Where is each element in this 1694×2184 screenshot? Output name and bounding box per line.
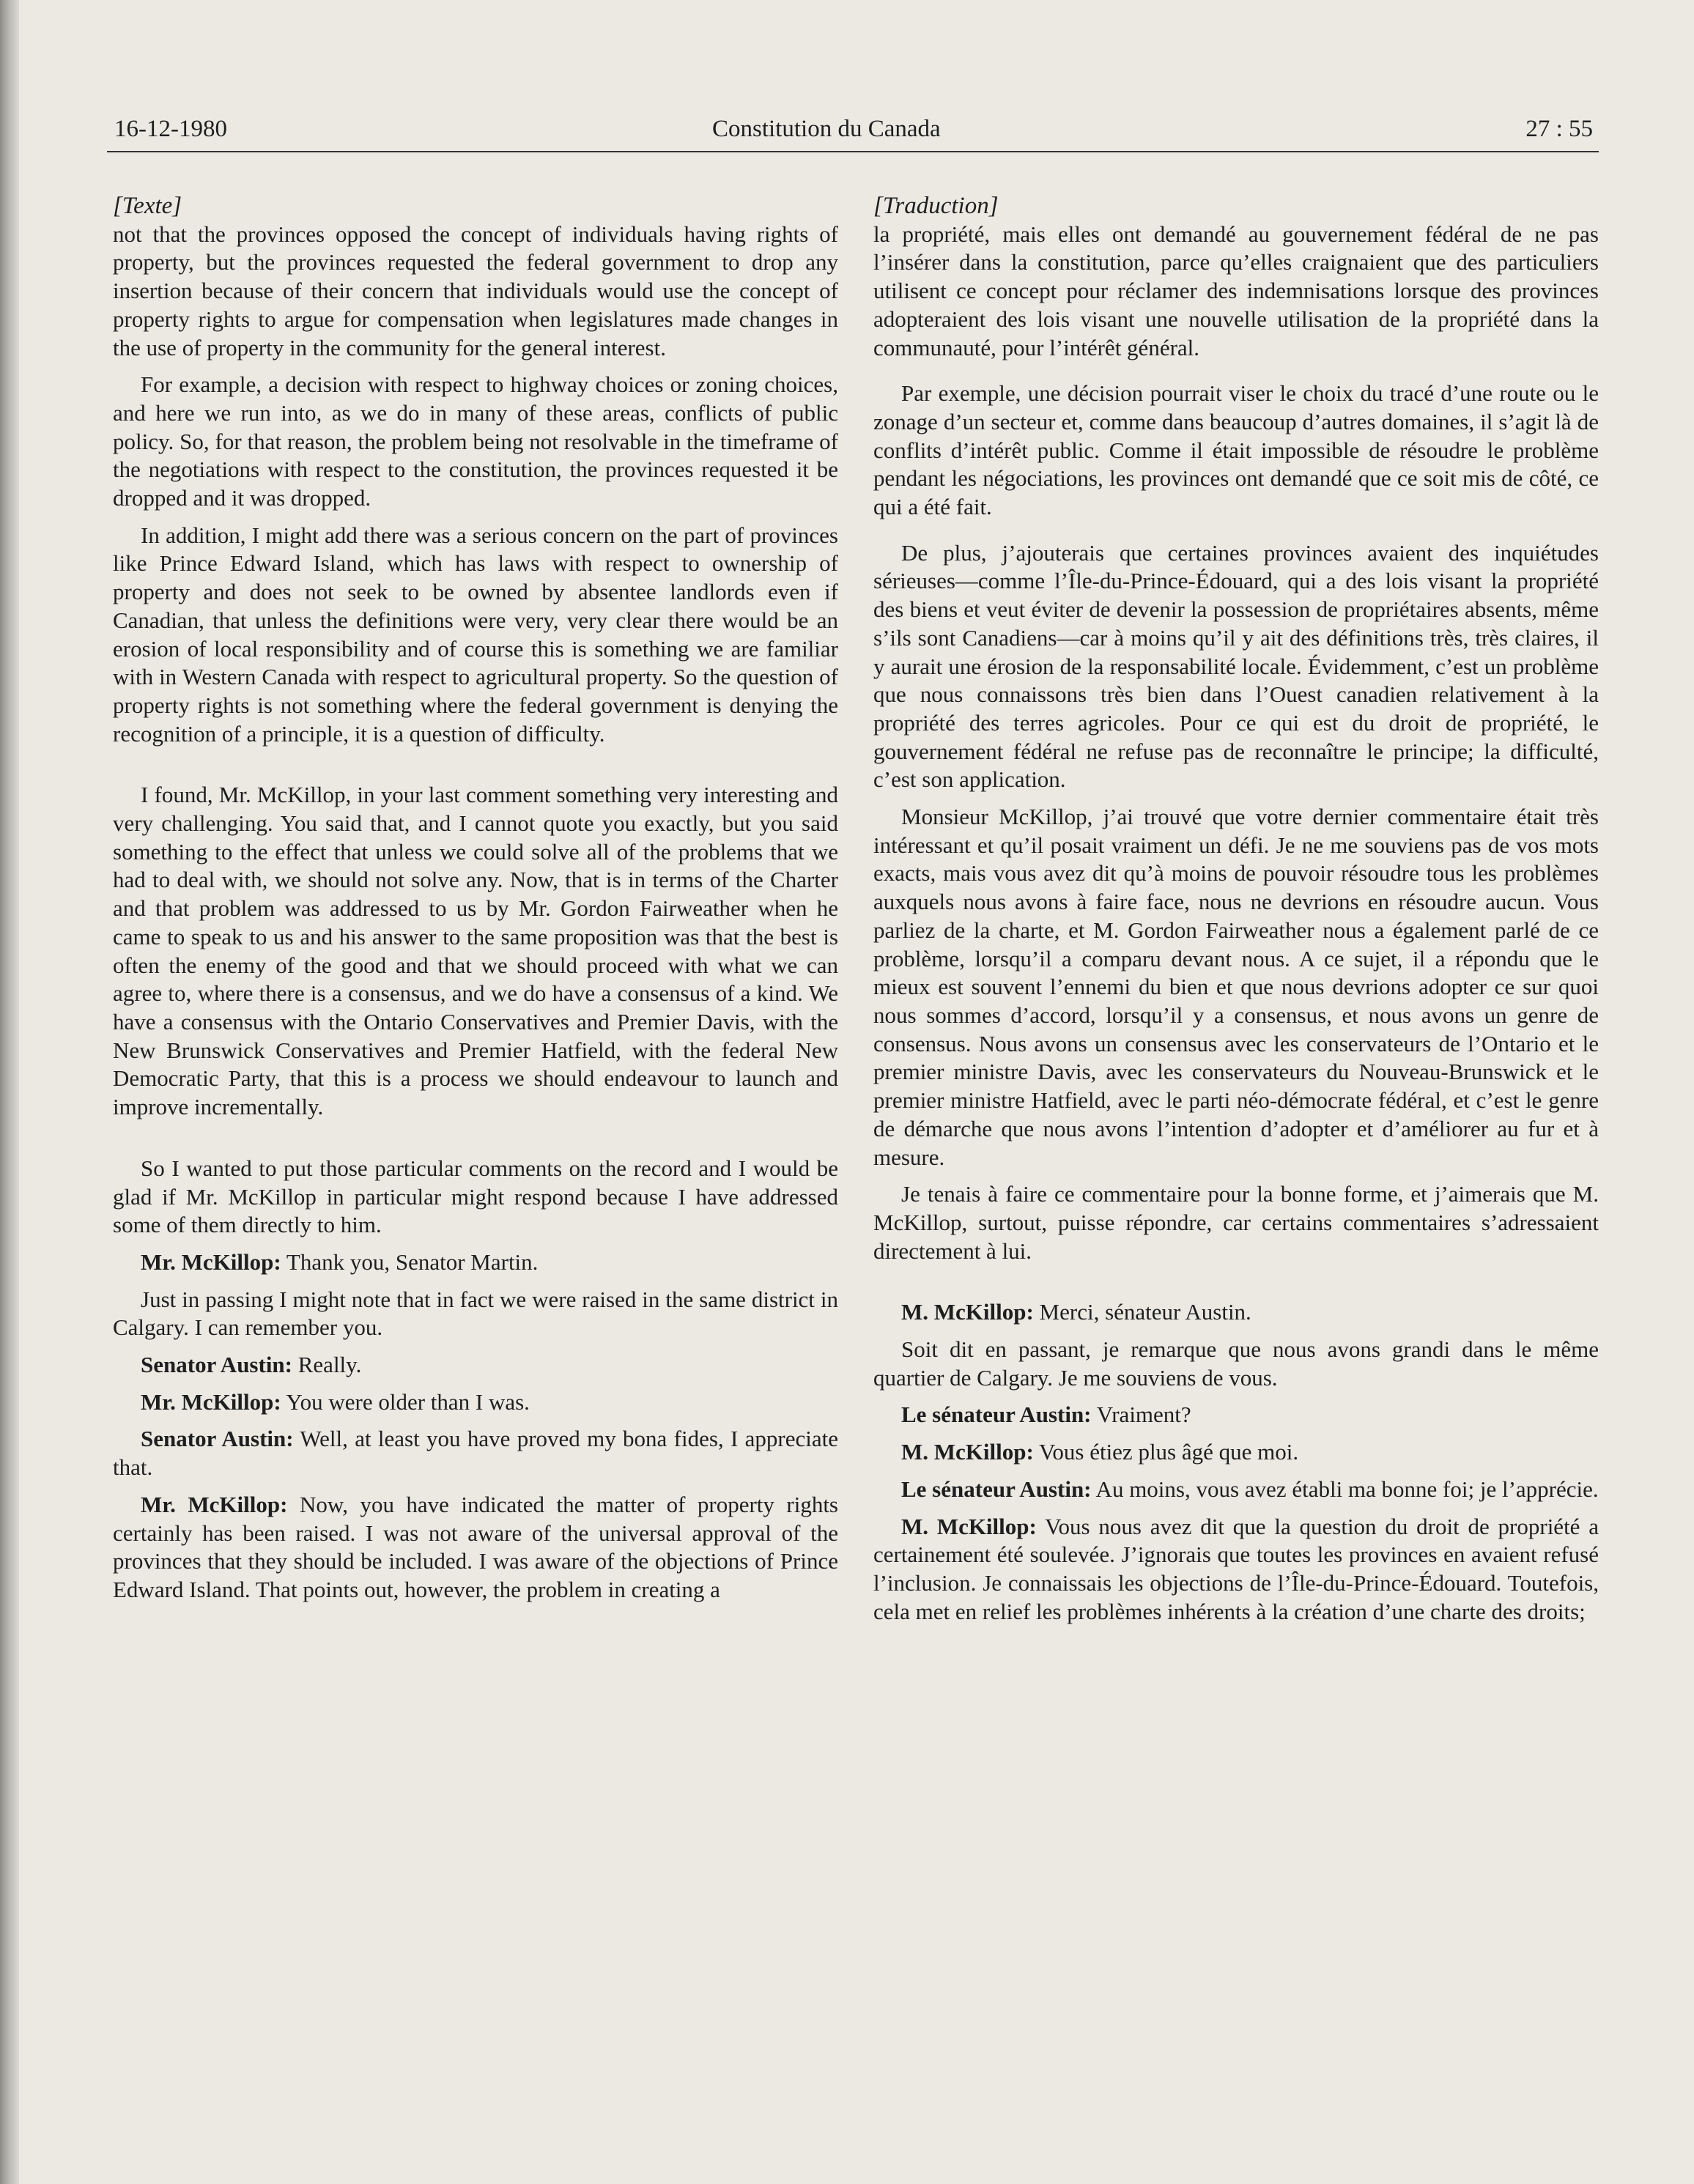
speaker-name: M. McKillop: <box>901 1513 1037 1539</box>
speaker-name: Mr. McKillop: <box>141 1491 288 1517</box>
speech-text: Well, at least you have proved my bona fides, I appreciate that. <box>113 1426 838 1481</box>
paragraph: For example, a decision with respect to highway choices or zoning choices, and here we run into, as we do in many of these areas, conflicts of public policy. So, for that reason, the problem being not resolvable in the timeframe of the negotiations with respect to the constitution, the provinces requested it be dropped and it was dropped. <box>113 371 838 511</box>
paragraph: Par exemple, une décision pourrait viser le choix du tracé d’une route ou le zonage d’un secteur et, comme dans beaucoup d’autres domaines, il s’agit là de conflits d’intérêt public. Comme il était impossible de résoudre le problème pendant les négociations, les provinces ont demandé que ce soit mis de côté, ce qui a été fait. <box>873 380 1599 520</box>
speaker-paragraph <box>873 1401 1599 1429</box>
paragraph: So I wanted to put those particular comments on the record and I would be glad if Mr. McKillop in particular might respond because I have addressed some of them directly to him. <box>113 1155 838 1238</box>
paragraph: De plus, j’ajouterais que certaines provinces avaient des inquiétudes sérieuses—comme l’Île-du-Prince-Édouard, qui a des lois visant la propriété des biens et veut éviter de devenir la possession de propriétaires absents, même s’ils sont Canadiens—car à moins qu’il y ait des définitions très, très claires, il y aurait une érosion de la responsabilité locale. Évidemment, c’est un problème que nous connaissons très bien dans l’Ouest canadien relativement à la propriété des terres agricoles. Pour ce qui est du droit de propriété, le gouvernement fédéral ne refuse pas de reconnaître le principe; la difficulté, c’est son application. <box>873 539 1599 793</box>
speaker-name: M. McKillop: <box>901 1299 1034 1325</box>
speaker-name: Mr. McKillop: <box>141 1248 281 1275</box>
speaker-paragraph <box>113 1425 838 1481</box>
speaker-paragraph <box>873 1298 1599 1327</box>
speaker-paragraph <box>113 1351 838 1380</box>
speaker-name: Senator Austin: <box>141 1426 294 1452</box>
page-binding-shadow <box>0 0 19 2184</box>
french-column <box>873 185 1599 1626</box>
speaker-paragraph <box>113 1491 838 1604</box>
paragraph: Je tenais à faire ce commentaire pour la bonne forme, et j’aimerais que M. McKillop, surtout, puisse répondre, car certains commentaires s’adressaient directement à lui. <box>873 1181 1599 1264</box>
speech-text: Vraiment? <box>1091 1402 1191 1428</box>
speech-text: Merci, sénateur Austin. <box>1033 1299 1251 1325</box>
speaker-name: M. McKillop: <box>901 1439 1034 1465</box>
speech-text: Au moins, vous avez établi ma bonne foi; je l’apprécie. <box>1091 1476 1599 1502</box>
speech-text: Now, you have indicated the matter of property rights certainly has been raised. I was not aware of the universal approval of the provinces that they should be included. I was aware of the objections of Prince Edward Island. That points out, however, the problem in creating a <box>113 1491 838 1602</box>
header-title: Constitution du Canada <box>712 116 941 142</box>
english-column <box>113 185 838 1604</box>
speaker-paragraph <box>873 1513 1599 1626</box>
paragraph: Soit dit en passant, je remarque que nous avons grandi dans le même quartier de Calgary. Je me souviens de vous. <box>873 1336 1599 1391</box>
speaker-paragraph <box>873 1476 1599 1504</box>
header-date: 16-12-1980 <box>114 116 227 142</box>
speech-text: You were older than I was. <box>281 1388 530 1415</box>
speaker-paragraph <box>113 1388 838 1417</box>
header-page-number: 27 : 55 <box>1525 116 1593 142</box>
speech-text: Vous nous avez dit que la question du droit de propriété a certainement été soulevée. J’ignorais que toutes les provinces en avaient refusé l’inclusion. Je connaissais les objections de l’Île-du-Prince-Édouard. Toutefois, cela met en relief les problèmes inhérents à la création d’une charte des droits; <box>873 1513 1599 1624</box>
speaker-name: Senator Austin: <box>141 1352 292 1378</box>
speaker-paragraph <box>113 1248 838 1277</box>
speech-text: Thank you, Senator Martin. <box>281 1248 539 1275</box>
header-rule <box>107 151 1599 152</box>
paragraph: I found, Mr. McKillop, in your last comment something very interesting and very challenging. You said that, and I cannot quote you exactly, but you said something to the effect that unless we could solve all of the problems that we had to deal with, we should not solve any. Now, that is in terms of the Charter and that problem was addressed to us by Mr. Gordon Fairweather when he came to speak to us and his answer to the same proposition was that the best is often the enemy of the good and that we should proceed with what we can agree to, where there is a consensus, and we do have a consensus of a kind. We have a consensus with the Ontario Conservatives and Premier Davis, with the New Brunswick Conservatives and Premier Hatfield, with the federal New Democratic Party, that this is a process we should endeavour to launch and improve incrementally. <box>113 782 838 1120</box>
column-tag: [Texte] <box>113 193 182 219</box>
speaker-name: Le sénateur Austin: <box>901 1402 1092 1428</box>
paragraph: Just in passing I might note that in fact we were raised in the same district in Calgary. I can remember you. <box>113 1286 838 1341</box>
speaker-paragraph <box>873 1438 1599 1467</box>
column-tag: [Traduction] <box>873 193 999 219</box>
paragraph: In addition, I might add there was a serious concern on the part of provinces like Prince Edward Island, which has laws with respect to ownership of property and does not seek to be owned by absentee landlords even if Canadian, that unless the definitions were very, very clear there would be an erosion of local responsibility and of course this is something we are familiar with in Western Canada with respect to agricultural property. So the question of property rights is not something where the federal government is denying the recognition of a principle, it is a question of difficulty. <box>113 522 838 747</box>
speech-text: Vous étiez plus âgé que moi. <box>1033 1439 1299 1465</box>
speaker-name: Mr. McKillop: <box>141 1388 281 1415</box>
paragraph: Monsieur McKillop, j’ai trouvé que votre dernier commentaire était très intéressant et qu’il posait vraiment un défi. Je ne me souviens pas de vos mots exacts, mais vous avez dit qu’à moins de pouvoir résoudre tous les problèmes auxquels nous avons à faire face, nous ne devrions en résoudre aucun. Vous parliez de la charte, et M. Gordon Fairweather nous a également parlé de ce problème, lorsqu’il a comparu devant nous. A ce sujet, il a répondu que le mieux est souvent l’ennemi du bien et que nous devrions adopter ce sur quoi nous sommes d’accord, lorsqu’il y a consensus, et nous avons un genre de consensus. Nous avons un consensus avec les conservateurs de l’Ontario et le premier ministre Davis, avec les conservateurs du Nouveau-Brunswick et le premier ministre Hatfield, avec le parti néo-démocrate fédéral, et c’est le genre de démarche que nous avons l’intention d’adopter et d’améliorer au fur et à mesure. <box>873 804 1599 1170</box>
paragraph: not that the provinces opposed the concept of individuals having rights of property, but the provinces requested the federal government to drop any insertion because of their concern that individuals would use the concept of property rights to argue for compensation when legislatures made changes in the use of property in the community for the general interest. <box>113 221 838 360</box>
running-header <box>107 110 1599 157</box>
speech-text: Really. <box>292 1352 362 1378</box>
paragraph: la propriété, mais elles ont demandé au gouvernement fédéral de ne pas l’insérer dans la constitution, parce qu’elles craignaient que des particuliers utilisent ce concept pour réclamer des indemnisations lorsque des provinces adopteraient des lois visant une nouvelle utilisation de la propriété dans la communauté, pour l’intérêt général. <box>873 221 1599 360</box>
speaker-name: Le sénateur Austin: <box>901 1476 1092 1502</box>
